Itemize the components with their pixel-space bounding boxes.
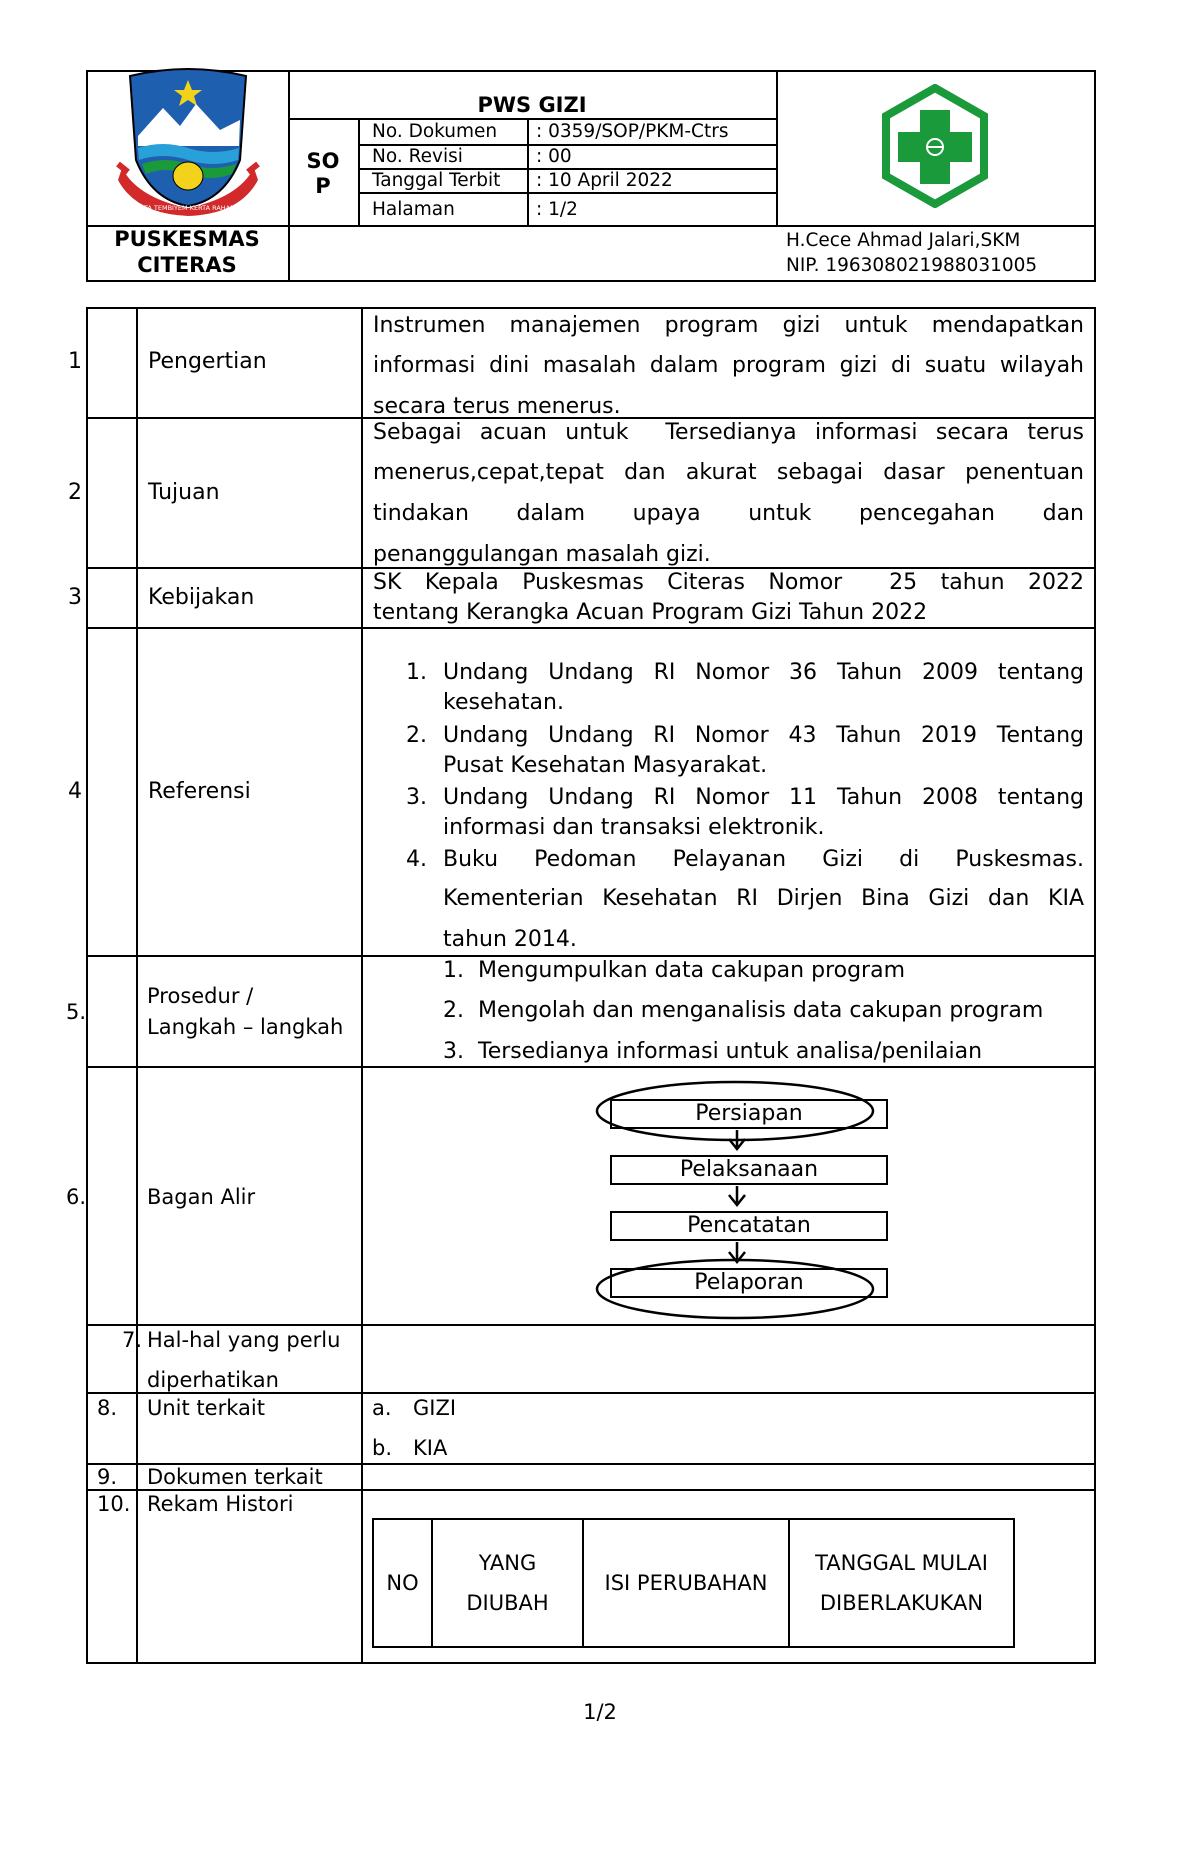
table-border-left xyxy=(86,307,88,1664)
list-item: Undang Undang RI Nomor 43 Tahun 2019 Tentang xyxy=(443,723,1084,748)
list-item: Kementerian Kesehatan RI Dirjen Bina Gizi dan KIA xyxy=(443,886,1084,911)
step-number: 1. xyxy=(443,958,464,983)
list-item-number: 1. xyxy=(406,660,427,685)
row-number: 9. xyxy=(97,1465,118,1489)
puskesmas-logo xyxy=(108,68,268,218)
list-item: tahun 2014. xyxy=(443,927,577,952)
table-col-divider xyxy=(136,307,138,1664)
row-label-perhatian: diperhatikan xyxy=(147,1368,279,1392)
pengertian-line: secara terus menerus. xyxy=(373,394,621,419)
issue-date-label: Tanggal Terbit xyxy=(372,170,501,191)
kebijakan-line: tentang Kerangka Acuan Program Gizi Tahun 2022 xyxy=(373,600,928,625)
history-header-content xyxy=(582,1518,790,1648)
list-item: Pusat Kesehatan Masyarakat. xyxy=(443,753,768,778)
page-number: 1/2 xyxy=(583,1700,617,1724)
unit-item: KIA xyxy=(413,1436,448,1460)
row-label-referensi: Referensi xyxy=(148,779,251,804)
row-label-bagan-alir: Bagan Alir xyxy=(147,1185,256,1209)
signer-name: H.Cece Ahmad Jalari,SKM xyxy=(786,230,1021,251)
step-number: 3. xyxy=(443,1039,464,1064)
table-border-right xyxy=(1094,307,1096,1664)
unit-item-marker: b. xyxy=(372,1436,393,1460)
row-label-kebijakan: Kebijakan xyxy=(148,585,255,610)
flow-step-pencatatan: Pencatatan xyxy=(610,1211,888,1241)
row-number: 4 xyxy=(68,779,82,804)
list-item: Buku Pedoman Pelayanan Gizi di Puskesmas. xyxy=(443,847,1084,872)
history-header-changed-text: YANG xyxy=(478,1551,537,1575)
row-label-prosedur: Langkah – langkah xyxy=(147,1015,344,1039)
flow-arrows xyxy=(590,1075,890,1325)
down-arrow-icon xyxy=(729,1186,745,1205)
header-divider xyxy=(776,70,778,226)
row-label-prosedur: Prosedur / xyxy=(147,984,254,1008)
doc-number-label: No. Dokumen xyxy=(372,121,498,142)
history-header-no xyxy=(372,1518,433,1648)
tujuan-line: Sebagai acuan untuk Tersedianya informasi secara terus xyxy=(373,420,1084,445)
logo-motto: DATA TEMBIYEM KERTA RAHARJA xyxy=(135,204,241,212)
history-header-changed-text: DIUBAH xyxy=(466,1591,549,1615)
org-name-line1: PUSKESMAS xyxy=(114,227,260,251)
header-divider xyxy=(527,118,529,226)
tujuan-line: tindakan dalam upaya untuk pencegahan dan xyxy=(373,501,1084,526)
list-item: Undang Undang RI Nomor 36 Tahun 2009 tentang xyxy=(443,660,1084,685)
row-number: 3 xyxy=(68,585,82,610)
signer-nip: NIP. 196308021988031005 xyxy=(786,255,1038,276)
row-label-pengertian: Pengertian xyxy=(148,349,267,374)
list-item: informasi dan transaksi elektronik. xyxy=(443,815,825,840)
org-name-line2: CITERAS xyxy=(137,253,237,277)
sop-label-2: P xyxy=(315,174,331,198)
unit-item: GIZI xyxy=(413,1396,457,1420)
row-number: 6. xyxy=(66,1185,87,1209)
row-number: 5. xyxy=(66,1000,87,1024)
row-number: 1 xyxy=(68,349,82,374)
row-number: 2 xyxy=(68,480,82,505)
row-number: 7. xyxy=(122,1328,143,1352)
row-number: 10. xyxy=(97,1492,131,1516)
row-label-tujuan: Tujuan xyxy=(148,480,220,505)
list-item-number: 2. xyxy=(406,723,427,748)
table-row-line xyxy=(86,1662,1096,1664)
tujuan-line: penanggulangan masalah gizi. xyxy=(373,542,711,567)
header-divider xyxy=(358,118,360,226)
list-item-number: 3. xyxy=(406,785,427,810)
step-text: Tersedianya informasi untuk analisa/penilaian xyxy=(478,1039,983,1064)
kebijakan-line: SK Kepala Puskesmas Citeras Nomor 25 tahun 2022 xyxy=(373,570,1084,595)
history-header-date-text: TANGGAL MULAI xyxy=(815,1551,988,1575)
table-col-divider xyxy=(361,307,363,1664)
list-item-number: 4. xyxy=(406,847,427,872)
row-label-perhatian: Hal-hal yang perlu xyxy=(147,1328,341,1352)
history-header-date xyxy=(788,1518,1015,1648)
list-item: Undang Undang RI Nomor 11 Tahun 2008 tentang xyxy=(443,785,1084,810)
step-text: Mengolah dan menganalisis data cakupan program xyxy=(478,998,1044,1023)
row-label-rekam: Rekam Histori xyxy=(147,1492,294,1516)
issue-date-value: : 10 April 2022 xyxy=(536,170,673,191)
history-header-changed xyxy=(431,1518,584,1648)
list-item: kesehatan. xyxy=(443,690,564,715)
flow-step-pelaksanaan: Pelaksanaan xyxy=(610,1155,888,1185)
pengertian-line: Instrumen manajemen program gizi untuk mendapatkan xyxy=(373,313,1084,338)
flow-ellipse-start xyxy=(597,1082,873,1140)
health-cross-logo xyxy=(880,84,990,208)
sop-label-1: SO xyxy=(306,149,340,173)
row-label-unit: Unit terkait xyxy=(147,1396,265,1420)
step-number: 2. xyxy=(443,998,464,1023)
unit-item-marker: a. xyxy=(372,1396,392,1420)
step-text: Mengumpulkan data cakupan program xyxy=(478,958,906,983)
row-number: 8. xyxy=(97,1396,118,1420)
page-value: : 1/2 xyxy=(536,199,578,220)
history-header-no-text: NO xyxy=(386,1571,419,1595)
document-title: PWS GIZI xyxy=(477,93,587,117)
history-header-date-text: DIBERLAKUKAN xyxy=(819,1591,984,1615)
page-label: Halaman xyxy=(372,199,455,220)
revision-label: No. Revisi xyxy=(372,146,463,167)
pengertian-line: informasi dini masalah dalam program gizi di suatu wilayah xyxy=(373,353,1084,378)
row-label-dokumen: Dokumen terkait xyxy=(147,1465,323,1489)
tujuan-line: menerus,cepat,tepat dan akurat sebagai dasar penentuan xyxy=(373,460,1084,485)
flow-step-pelaporan: Pelaporan xyxy=(610,1268,888,1298)
history-header-content-text: ISI PERUBAHAN xyxy=(604,1571,768,1595)
flow-ellipse-end xyxy=(597,1260,873,1318)
flow-step-persiapan: Persiapan xyxy=(610,1099,888,1129)
revision-value: : 00 xyxy=(536,146,572,167)
doc-number-value: : 0359/SOP/PKM-Ctrs xyxy=(536,121,729,142)
